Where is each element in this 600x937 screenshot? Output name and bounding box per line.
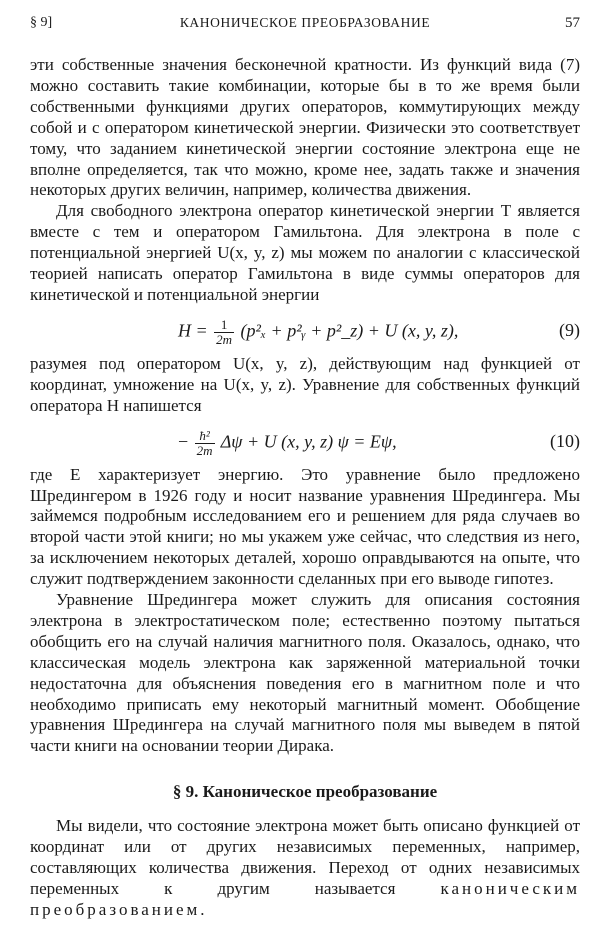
paragraph-5: Уравнение Шредингера может служить для описания состояния электрона в электростатическом поле; естественно поэтому пытаться обобщить его на случай наличия магнитного поля. Оказалось, однако, что классическая модель электрона как заряженной материальной точки недостаточна для объяснения поведения его в магнитном поле и что необходимо приписать ему некоторый магнитный момент. Обобщение уравнения Шредингера на случай магнитного поля мы выведем в пятой части книги на основании теории Дирака. bbox=[30, 590, 580, 756]
page-number: 57 bbox=[565, 15, 580, 31]
equation-10-lhs: − bbox=[178, 431, 189, 452]
equation-9-fraction bbox=[214, 318, 234, 347]
text-body bbox=[30, 55, 580, 921]
paragraph-6 bbox=[30, 816, 580, 921]
equation-9-numerator: 1 bbox=[214, 318, 234, 333]
paragraph-3: разумея под оператором U(x, y, z), действующим над функцией от координат, умножение на U(x, y, z). Уравнение для собственных функций оператора H напишется bbox=[30, 353, 580, 415]
equation-9-rhs: (p²ₓ + p²ᵧ + p²_z) + U (x, y, z), bbox=[240, 320, 459, 341]
equation-10 bbox=[30, 421, 580, 463]
running-header bbox=[30, 15, 580, 37]
equation-10-numerator: ħ² bbox=[195, 429, 215, 444]
equation-10-formula bbox=[178, 429, 397, 458]
header-title: КАНОНИЧЕСКОЕ ПРЕОБРАЗОВАНИЕ bbox=[179, 15, 431, 30]
section-heading: § 9. Каноническое преобразование bbox=[172, 782, 438, 802]
paragraph-4: где E характеризует энергию. Это уравнение было предложено Шредингером в 1926 году и носит название уравнения Шредингера. Мы займемся подробным исследованием его и решением для ряда случаев во второй части этой книги; но мы укажем уже сейчас, что следствия из него, за исключением некоторых деталей, хорошо оправдываются на опыте, что служит подтверждением законности сделанных при его выводе гипотез. bbox=[30, 464, 580, 589]
equation-10-number: (10) bbox=[550, 430, 580, 451]
paragraph-2: Для свободного электрона оператор кинетической энергии T является вместе с тем и оператором Гамильтона. Для электрона в поле с потенциальной энергией U(x, y, z) мы можем по аналогии с классической теорией написать оператор Гамильтона в виде суммы операторов для кинетической и потенциальной энергии bbox=[30, 201, 580, 304]
equation-10-denominator: 2m bbox=[196, 442, 213, 458]
equation-9-number: (9) bbox=[559, 319, 580, 340]
header-section: § 9] bbox=[30, 15, 53, 30]
equation-10-rhs: Δψ + U (x, y, z) ψ = Eψ, bbox=[220, 431, 397, 452]
paragraph-6-text: Мы видели, что состояние электрона может быть описано функцией от координат или от других независимых переменных, например, составляющих количества движения. Переход от одних независимых переменных к другим называется bbox=[30, 816, 580, 898]
equation-9 bbox=[30, 310, 580, 352]
equation-9-denominator: 2m bbox=[216, 331, 233, 347]
equation-9-formula bbox=[178, 318, 458, 347]
paragraph-6-term: каноническим преобразованием. bbox=[30, 878, 580, 919]
equation-10-fraction bbox=[195, 429, 215, 458]
equation-9-lhs: H = bbox=[178, 320, 208, 341]
paragraph-1: эти собственные значения бесконечной кратности. Из функций вида (7) можно составить такие комбинации, которые бы в то же время были собственными функциями других операторов, коммутирующих между собой и с оператором кинетической энергии. Физически это соответствует тому, что заданием кинетической энергии состояние электрона еще не вполне определяется, так что можно, кроме нее, задать также и значения некоторых других величин, например, количества движения. bbox=[30, 55, 580, 200]
